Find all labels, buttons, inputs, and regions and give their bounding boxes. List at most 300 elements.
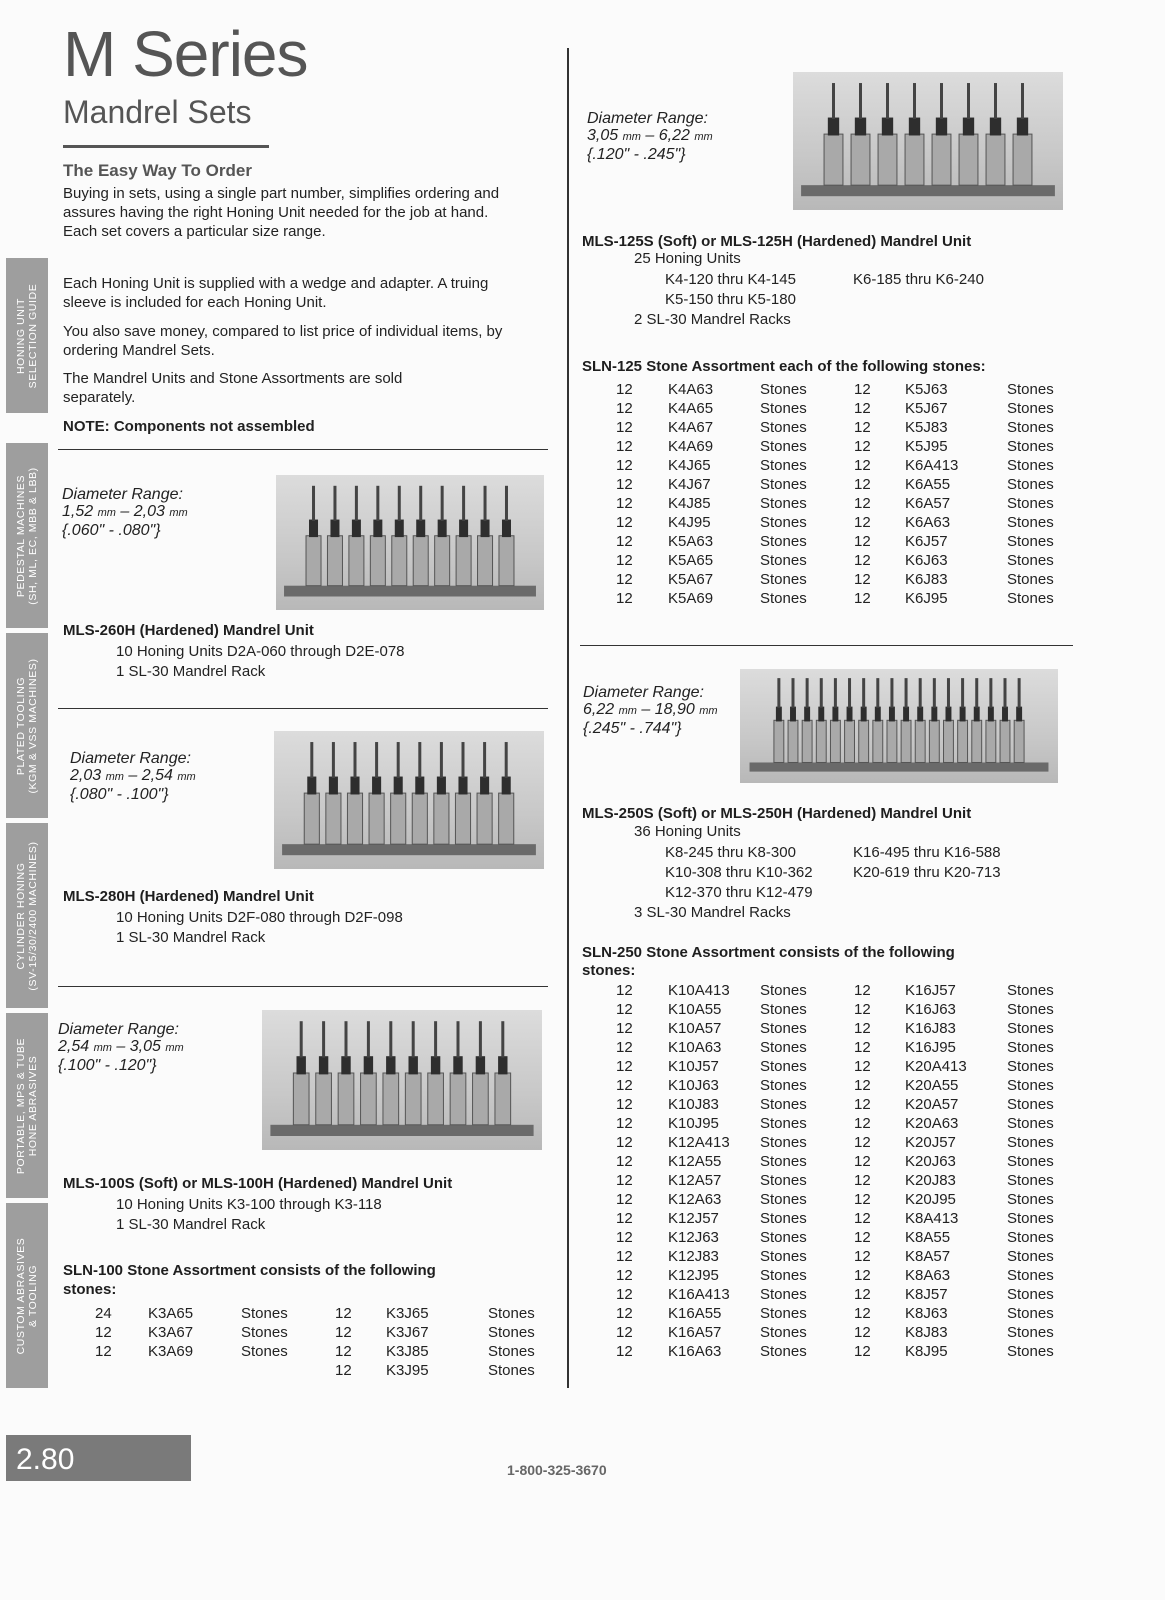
stone-code: K12J95 [668,1267,719,1284]
honing-unit-collar [394,777,403,795]
stone-label: Stones [760,1096,807,1113]
honing-unit-body [774,720,784,762]
stone-qty: 12 [854,1286,871,1303]
mandrel-pin [412,1021,415,1057]
honing-unit-body [326,793,341,844]
honing-unit-collar [408,1056,417,1074]
stone-row [582,457,1062,476]
stone-label: Stones [760,1191,807,1208]
honing-unit-collar [481,520,490,538]
stone-label: Stones [760,1343,807,1360]
stone-label: Stones [760,1039,807,1056]
stone-code: K4J95 [668,514,711,531]
stone-qty: 12 [854,1324,871,1341]
stone-row [582,1343,1062,1362]
honing-unit-collar [502,520,511,538]
stone-qty: 12 [616,1039,633,1056]
tab-label-line1: PORTABLE, MPS & TUBE [15,1037,27,1174]
page-subtitle: Mandrel Sets [63,94,252,130]
stone-qty: 12 [616,533,633,550]
tab-label-line2: (SV-15/30/2400 MACHINES) [27,840,39,991]
mandrel-pin [355,486,358,521]
stone-row [582,1229,1062,1248]
stone-label: Stones [241,1305,288,1322]
mandrel-pin [419,486,422,521]
stone-row [63,1305,543,1324]
rack-base [801,185,1055,196]
stone-label: Stones [1007,400,1054,417]
honing-unit-body [932,134,951,185]
mandrel-pin [967,83,970,119]
stone-code: K6A57 [905,495,951,512]
stone-qty: 12 [854,1153,871,1170]
honing-unit-body [304,793,319,844]
mandrel-pin [322,1021,325,1057]
stone-code: K3J95 [386,1362,429,1379]
stone-code: K20J63 [905,1153,956,1170]
stone-label: Stones [760,514,807,531]
stone-qty: 12 [616,982,633,999]
stone-code: K4J85 [668,495,711,512]
honing-unit-body [361,1073,377,1125]
intro-paragraph-4: The Mandrel Units and Stone Assortments are sold separately. [63,370,403,406]
honing-unit-body [391,793,406,844]
stone-qty: 12 [854,552,871,569]
stone-label: Stones [488,1362,535,1379]
honing-unit-body [901,720,911,762]
mandrel-pin [462,486,465,521]
stone-row [582,419,1062,438]
stone-qty: 12 [854,495,871,512]
stone-row [582,533,1062,552]
stone-code: K6J63 [905,552,948,569]
tab-pedestal-machines[interactable] [6,443,48,628]
honing-unit-collar [476,1056,485,1074]
honing-unit-body [972,720,982,762]
stone-row [582,400,1062,419]
stone-label: Stones [1007,982,1054,999]
stone-label: Stones [760,438,807,455]
mandrel-pin [961,678,964,708]
honing-unit-collar [804,707,810,722]
stone-row [63,1324,543,1343]
mandrel-pin [913,83,916,119]
tab-custom-abrasives[interactable] [6,1203,48,1388]
stone-qty: 12 [335,1343,352,1360]
diameter-range-280: Diameter Range: 2,03 mm – 2,54 mm {.080" - .100"} [70,750,196,803]
stone-code: K6A413 [905,457,959,474]
stone-row [582,1058,1062,1077]
stone-label: Stones [760,590,807,607]
stone-qty: 12 [854,590,871,607]
tab-portable-mps-tube[interactable] [6,1013,48,1198]
stone-label: Stones [1007,1115,1054,1132]
stone-qty: 12 [616,1305,633,1322]
honing-unit-collar [307,777,316,795]
section-divider [58,986,548,987]
stone-qty: 12 [854,571,871,588]
mls-125-title: MLS-125S (Soft) or MLS-125H (Hardened) Mandrel Unit [582,233,972,250]
stone-code: K20A55 [905,1077,959,1094]
honing-unit-collar [945,707,951,722]
stone-code: K20A57 [905,1096,959,1113]
honing-unit-collar [790,707,796,722]
stone-code: K12J57 [668,1210,719,1227]
stone-row [582,1020,1062,1039]
stone-code: K12A63 [668,1191,722,1208]
honing-unit-collar [364,1056,373,1074]
honing-unit-body [478,536,493,586]
stone-label: Stones [1007,590,1054,607]
mls-280-line-2: 1 SL-30 Mandrel Rack [116,929,266,946]
stone-qty: 12 [616,400,633,417]
stone-code: K8A55 [905,1229,951,1246]
stone-code: K8A57 [905,1248,951,1265]
honing-unit-body [455,793,470,844]
honing-unit-collar [889,707,895,722]
stone-code: K10J57 [668,1058,719,1075]
honing-unit-body [958,720,968,762]
mandrel-pin [375,742,378,778]
stone-label: Stones [760,1001,807,1018]
honing-unit-body [873,720,883,762]
sln-250-stone-list [582,982,1062,1362]
mandrel-pin [501,1021,504,1057]
tab-label-line2: & TOOLING [27,1264,39,1327]
stone-label: Stones [760,1115,807,1132]
honing-unit-body [1014,720,1024,762]
stone-label: Stones [1007,1134,1054,1151]
stone-row [582,552,1062,571]
stone-label: Stones [1007,1267,1054,1284]
stone-label: Stones [760,1248,807,1265]
stone-label: Stones [1007,1229,1054,1246]
tab-label-line1: PLATED TOOLING [15,676,27,775]
stone-qty: 12 [616,1153,633,1170]
honing-unit-body [959,134,978,185]
stone-qty: 12 [854,400,871,417]
stone-qty: 12 [616,1286,633,1303]
diameter-range-inches: {.080" - .100"} [70,786,169,803]
diameter-range-125: Diameter Range: 3,05 mm – 6,22 mm {.120" - .245"} [587,110,713,163]
honing-unit-collar [431,1056,440,1074]
stone-code: K6A63 [905,514,951,531]
stone-qty: 12 [616,1191,633,1208]
stone-qty: 12 [854,1115,871,1132]
tab-label-line1: CUSTOM ABRASIVES [15,1237,27,1354]
stone-label: Stones [760,552,807,569]
stone-row [582,1096,1062,1115]
honing-unit-body [788,720,798,762]
stone-code: K8J63 [905,1305,948,1322]
mls-260-line-1: 10 Honing Units D2A-060 through D2E-078 [116,643,405,660]
honing-unit-collar [903,707,909,722]
honing-unit-collar [1017,118,1028,136]
stone-code: K16J83 [905,1020,956,1037]
stone-qty: 12 [616,1229,633,1246]
honing-unit-body [802,720,812,762]
stone-qty: 24 [95,1305,112,1322]
honing-unit-collar [960,707,966,722]
honing-unit-collar [350,777,359,795]
stone-label: Stones [760,1229,807,1246]
stone-qty: 12 [616,495,633,512]
stone-code: K4A63 [668,381,714,398]
honing-unit-collar [917,707,923,722]
stone-label: Stones [760,533,807,550]
honing-unit-body [859,720,869,762]
mandrel-pin [1004,678,1007,708]
honing-unit-body [477,793,492,844]
stone-label: Stones [760,1210,807,1227]
stone-qty: 12 [854,1020,871,1037]
stone-qty: 12 [95,1324,112,1341]
stone-qty: 12 [616,1210,633,1227]
intro-paragraph-1: Buying in sets, using a single part number, simplifies ordering and assures having the right Honing Unit needed for the job at hand. Each set covers a particular size range. [63,185,500,240]
mandrel-pin [367,1021,370,1057]
honing-unit-collar [502,777,511,795]
stone-code: K4A65 [668,400,714,417]
mls-250-line-4: K12-370 thru K12-479 [665,884,813,901]
mandrel-set-photo-125 [793,72,1063,210]
diameter-range-label: Diameter Range: [62,486,183,503]
stone-code: K5A63 [668,533,714,550]
tab-label-line1: CYLINDER HONING [15,862,27,970]
honing-unit-collar [319,1056,328,1074]
mandrel-pin [483,742,486,778]
page-title: M Series [63,18,308,90]
honing-unit-collar [1016,707,1022,722]
honing-unit-body [851,134,870,185]
stone-label: Stones [1007,381,1054,398]
stone-label: Stones [760,1172,807,1189]
stone-code: K12A413 [668,1134,730,1151]
stone-qty: 12 [95,1343,112,1360]
mandrel-pin [834,678,837,708]
honing-unit-collar [480,777,489,795]
honing-unit-collar [861,707,867,722]
honing-unit-collar [386,1056,395,1074]
stone-code: K4A69 [668,438,714,455]
sln-250-title-cont: stones: [582,962,636,979]
honing-unit-collar [458,777,467,795]
tab-label-line2: SELECTION GUIDE [27,283,39,388]
mandrel-pin [505,486,508,521]
mandrel-pin [886,83,889,119]
stone-label: Stones [1007,1191,1054,1208]
stone-qty: 12 [854,1248,871,1265]
sln-250-title: SLN-250 Stone Assortment consists of the following [582,944,955,961]
stone-label: Stones [760,1020,807,1037]
stone-qty: 12 [854,1267,871,1284]
mandrel-set-photo-100 [262,1010,542,1150]
honing-unit-collar [988,707,994,722]
mandrel-pin [462,742,465,778]
stone-qty: 12 [616,590,633,607]
stone-code: K5A67 [668,571,714,588]
honing-unit-collar [395,520,404,538]
mandrel-pin [441,486,444,521]
stone-code: K10A63 [668,1039,722,1056]
stone-row [582,514,1062,533]
mls-250-line-3a: K10-308 thru K10-362 [665,864,813,881]
honing-unit-body [293,1073,309,1125]
mandrel-pin [397,742,400,778]
stone-qty: 12 [616,552,633,569]
stone-qty: 12 [616,438,633,455]
stone-qty: 12 [616,476,633,493]
stone-label: Stones [760,571,807,588]
honing-unit-collar [818,707,824,722]
mandrel-pin [905,678,908,708]
tab-label-line2: (SH, ML, EC, MBB & LBB) [27,466,39,605]
honing-unit-collar [329,777,338,795]
stone-label: Stones [760,1077,807,1094]
stone-label: Stones [1007,1096,1054,1113]
honing-unit-collar [931,707,937,722]
stone-qty: 12 [854,476,871,493]
mandrel-pin [310,742,313,778]
stone-code: K10J83 [668,1096,719,1113]
honing-unit-body [450,1073,466,1125]
honing-unit-body [499,793,514,844]
mandrel-pin [300,1021,303,1057]
mandrel-pin [312,486,315,521]
stone-code: K3J65 [386,1305,429,1322]
mandrel-pin [376,486,379,521]
stone-row [582,1210,1062,1229]
stone-qty: 12 [854,1134,871,1151]
stone-qty: 12 [854,1343,871,1360]
stone-code: K5J83 [905,419,948,436]
stone-label: Stones [1007,1058,1054,1075]
mandrel-pin [832,83,835,119]
stone-row [582,1001,1062,1020]
stone-code: K16A55 [668,1305,722,1322]
honing-unit-collar [352,520,361,538]
honing-unit-body [905,134,924,185]
mandrel-pin [975,678,978,708]
mls-260-line-2: 1 SL-30 Mandrel Rack [116,663,266,680]
honing-unit-body [369,793,384,844]
rack-base [750,762,1049,771]
honing-unit-body [392,536,407,586]
stone-qty: 12 [854,1001,871,1018]
stone-code: K8J83 [905,1324,948,1341]
stone-code: K20J57 [905,1134,956,1151]
honing-unit-collar [372,777,381,795]
honing-unit-collar [438,520,447,538]
stone-qty: 12 [854,419,871,436]
mls-125-line-1: 25 Honing Units [634,250,741,267]
honing-unit-collar [330,520,339,538]
stone-row [582,1286,1062,1305]
tab-plated-tooling[interactable] [6,633,48,818]
mandrel-pin [989,678,992,708]
stone-code: K20J95 [905,1191,956,1208]
stone-row [582,1077,1062,1096]
stone-code: K16A413 [668,1286,730,1303]
stone-row [582,1115,1062,1134]
mandrel-pin [947,678,950,708]
stone-row [582,381,1062,400]
honing-unit-body [349,536,364,586]
stone-qty: 12 [335,1324,352,1341]
stone-qty: 12 [616,571,633,588]
tab-honing-unit-selection-guide[interactable] [6,258,48,413]
stone-code: K12J63 [668,1229,719,1246]
diameter-range-label: Diameter Range: [70,750,191,767]
mls-125-line-2a: K4-120 thru K4-145 [665,271,796,288]
honing-unit-body [327,536,342,586]
stone-code: K16A57 [668,1324,722,1341]
honing-unit-collar [416,520,425,538]
stone-label: Stones [1007,495,1054,512]
honing-unit-body [929,720,939,762]
stone-label: Stones [1007,1248,1054,1265]
honing-unit-collar [832,707,838,722]
mandrel-pin [457,1021,460,1057]
intro-paragraph-2: Each Honing Unit is supplied with a wedge and adapter. A truing sleeve is included for each Honing Unit. [63,275,489,311]
honing-unit-body [986,134,1005,185]
stone-code: K16J95 [905,1039,956,1056]
stone-code: K20J83 [905,1172,956,1189]
mandrel-pin [994,83,997,119]
stone-qty: 12 [335,1305,352,1322]
honing-unit-body [944,720,954,762]
honing-unit-body [456,536,471,586]
honing-unit-collar [1002,707,1008,722]
stone-label: Stones [488,1305,535,1322]
stone-qty: 12 [854,1191,871,1208]
stone-label: Stones [760,1305,807,1322]
stone-label: Stones [760,476,807,493]
stone-code: K8A63 [905,1267,951,1284]
stone-code: K5J67 [905,400,948,417]
honing-unit-collar [437,777,446,795]
stone-row [582,982,1062,1001]
honing-unit-body [830,720,840,762]
rack-base [284,586,536,597]
honing-unit-body [887,720,897,762]
mandrel-pin [345,1021,348,1057]
stone-row [582,1134,1062,1153]
intro-paragraph-3: You also save money, compared to list price of individual items, by ordering Mandrel Sets. [63,323,503,359]
diameter-range-260: Diameter Range: 1,52 mm – 2,03 mm {.060" - .080"} [62,486,188,539]
stone-qty: 12 [854,1210,871,1227]
stone-label: Stones [760,1058,807,1075]
mls-250-line-1: 36 Honing Units [634,823,741,840]
rack-base [270,1125,533,1136]
stone-qty: 12 [335,1362,352,1379]
section-divider [58,708,548,709]
honing-unit-body [338,1073,354,1125]
mandrel-pin [792,678,795,708]
stone-row [582,476,1062,495]
stone-qty: 12 [854,381,871,398]
mls-250-title: MLS-250S (Soft) or MLS-250H (Hardened) Mandrel Unit [582,805,972,822]
honing-unit-body [405,1073,421,1125]
stone-code: K16J57 [905,982,956,999]
stone-label: Stones [760,457,807,474]
mandrel-pin [505,742,508,778]
stone-label: Stones [241,1343,288,1360]
stone-code: K6J83 [905,571,948,588]
tab-cylinder-honing[interactable] [6,823,48,1008]
diameter-range-label: Diameter Range: [587,110,708,127]
stone-code: K10A55 [668,1001,722,1018]
honing-unit-body [845,720,855,762]
